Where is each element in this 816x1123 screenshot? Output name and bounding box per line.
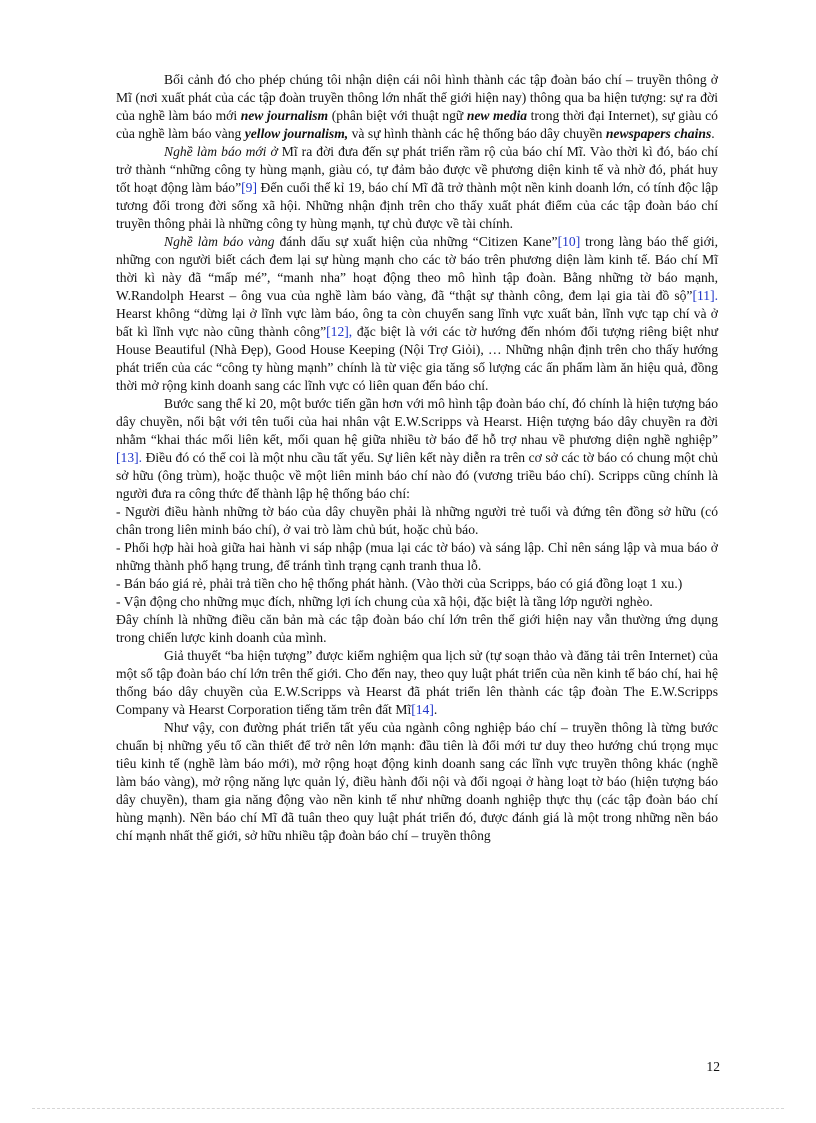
term-newspapers-chains: newspapers chains <box>605 126 712 141</box>
text-run: . <box>711 126 715 141</box>
text-run: Giả thuyết “ba hiện tượng” được kiểm nghiệm qua lịch sử (tự soạn thảo và đăng tải trên Internet) của một số tập đoàn báo chí lớn trên thế giới. Cho đến nay, theo quy luật phát triển của nền kinh tế báo chí, hai hệ thống báo dây chuyền của E.W.Scripps và Hearst đã phát triển lên thành các tập đoàn The E.W.Scripps Company và Hearst Corporation tiếng tăm trên đất Mĩ <box>116 648 718 717</box>
paragraph-lead: Nghề làm báo mới ở <box>164 144 278 159</box>
body-text <box>116 71 718 845</box>
paragraph-summary: Đây chính là những điều căn bản mà các tập đoàn báo chí lớn trên thế giới hiện nay vẫn thường ứng dụng trong chiến lược kinh doanh của mình. <box>116 612 718 645</box>
term-new-media: new media <box>466 108 528 123</box>
citation-link[interactable]: [14] <box>411 702 434 717</box>
paragraph-new-journalism <box>116 143 718 233</box>
text-run: đánh dấu sự xuất hiện của những “Citizen Kane” <box>274 234 558 249</box>
text-run: Bối cảnh đó cho phép chúng tôi nhận diện cái nôi hình thành các tập đoàn báo chí – truyền thông ở Mĩ (nơi xuất phát của các tập đoàn truyền thông lớn nhất thế giới hiện nay) thông qua ba hiện tượng: sự ra đời của nghề làm báo mới <box>116 72 718 123</box>
text-run: Hearst không “dừng lại ở lĩnh vực làm báo, ông ta còn chuyển sang lĩnh vực xuất bản, lĩnh vực tạp chí và ở bất kì lĩnh vực nào cũng thành công” <box>116 306 718 339</box>
term-yellow-journalism: yellow journalism, <box>244 126 349 141</box>
text-run: Mĩ ra đời đưa đến sự phát triển rầm rộ của báo chí Mĩ. Vào thời kì đó, báo chí trở thành “những công ty hùng mạnh, giàu có, tự đảm bảo được về phương diện kinh tế và nhờ đó, phát huy tốt hoạt động làm báo” <box>116 144 718 195</box>
paragraph-conclusion: Như vậy, con đường phát triển tất yếu của ngành công nghiệp báo chí – truyền thông là từng bước chuẩn bị những yếu tố cần thiết để trở nên lớn mạnh: đầu tiên là đổi mới tư duy theo hướng chú trọng mục tiêu kinh tế (nghề làm báo mới), mở rộng hoạt động kinh doanh sang các lĩnh vực truyền thông khác (nghề làm báo vàng), mở rộng năng lực quản lý, điều hành đối nội và đối ngoại ở hàng loạt tờ báo (hiện tượng báo dây chuyền), tham gia năng động vào nền kinh tế như những doanh nghiệp thực thụ (các tập đoàn báo chí hùng mạnh). Nền báo chí Mĩ đã tuân theo quy luật phát triển đó, được đánh giá là một trong những nền báo chí mạnh nhất thế giới, sở hữu nhiều tập đoàn báo chí – truyền thông <box>116 720 718 843</box>
text-run: (phân biệt với thuật ngữ <box>328 108 467 123</box>
paragraph-newspaper-chains <box>116 395 718 503</box>
term-new-journalism: new journalism <box>240 108 329 123</box>
text-run: . <box>433 702 438 717</box>
paragraph-lead: Nghề làm báo vàng <box>164 234 275 249</box>
text-run: Bước sang thế kỉ 20, một bước tiến gần hơn với mô hình tập đoàn báo chí, đó chính là hiện tượng báo dây chuyền, nổi bật với tên tuổi của hai nhân vật E.W.Scripps và Hearst. Hiện tượng báo dây chuyền ra đời nhằm “khai thác mối liên kết, mối quan hệ giữa nhiều tờ báo để hỗ trợ nhau về phương diện nghề nghiệp” <box>116 396 718 447</box>
page-number: 12 <box>706 1059 720 1074</box>
text-run: đặc biệt là với các tờ hướng đến nhóm đối tượng riêng biệt như House Beautiful (Nhà Đẹp), Good House Keeping (Nội Trợ Giỏi), … Những nhận định trên cho thấy hướng phát triển của các “công ty hùng mạnh” chính là từ việc gia tăng số lượng các ấn phẩm làm ăn hiệu quả, đồng thời mở rộng kinh doanh sang các lĩnh vực có liên quan đến báo chí. <box>116 324 718 393</box>
page-bottom-rule <box>32 1108 784 1109</box>
paragraph-context <box>116 71 718 143</box>
citation-link[interactable]: [9] <box>241 180 257 195</box>
bullet-item: - Người điều hành những tờ báo của dây chuyền phải là những người trẻ tuổi và đứng tên đồng sở hữu (có chân trong liên minh báo chí), ở vai trò làm chủ bút, hoặc chủ báo. <box>116 504 718 537</box>
bullet-item: - Bán báo giá rẻ, phải trả tiền cho hệ thống phát hành. (Vào thời của Scripps, báo có giá đồng loạt 1 xu.) <box>116 576 683 591</box>
paragraph-hypothesis <box>116 647 718 719</box>
text-run: trong làng báo thế giới, những con người biết cách đem lại sự hùng mạnh cho các tờ báo trên phương diện làm kinh tế. Báo chí Mĩ thời kì này đã “mấp mé”, “manh nha” hoạt động theo mô hình tập đoàn. Bằng những tờ báo mạnh, W.Randolph Hearst – ông vua của nghề làm báo vàng, đã “thật sự thành công, đem lại gia tài đồ sộ” <box>116 234 718 303</box>
citation-link[interactable]: [13]. <box>116 450 143 465</box>
bullet-item: - Vận động cho những mục đích, những lợi ích chung của xã hội, đặc biệt là tầng lớp người nghèo. <box>116 594 653 609</box>
text-run: trong thời đại Internet), sự giàu có của nghề làm báo vàng <box>116 108 718 141</box>
citation-link[interactable]: [12], <box>326 324 353 339</box>
paragraph-yellow-journalism <box>116 233 718 395</box>
text-run: và sự hình thành các hệ thống báo dây chuyền <box>348 126 606 141</box>
citation-link[interactable]: [11]. <box>692 288 718 303</box>
text-run: Đến cuối thế kỉ 19, báo chí Mĩ đã trở thành một nền kinh doanh lớn, có tính độc lập tương đối trong đời sống xã hội. Những nhận định trên cho thấy xuất phát điểm của các tập đoàn báo chí truyền thông phải là những công ty hùng mạnh, tự chủ được về tài chính. <box>116 180 718 231</box>
citation-link[interactable]: [10] <box>557 234 581 249</box>
text-run: Điều đó có thể coi là một nhu cầu tất yếu. Sự liên kết này diễn ra trên cơ sở các tờ báo có chung một chủ sở hữu (ông trùm), hoặc thuộc về một liên minh báo chí nào đó (vương triều báo chí). Scripps cũng chính là người đưa ra công thức để thành lập hệ thống báo chí: <box>116 450 718 501</box>
bullet-item: - Phối hợp hài hoà giữa hai hành vi sáp nhập (mua lại các tờ báo) và sáng lập. Chỉ nên sáng lập và mua báo ở những thành phố hạng trung, để tránh tình trạng cạnh tranh thua lỗ. <box>116 540 718 573</box>
